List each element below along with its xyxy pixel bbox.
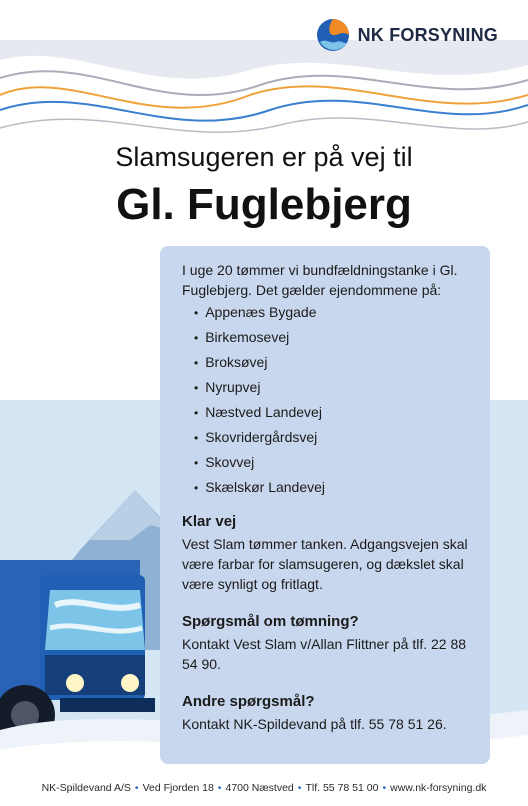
list-item: • Skælskør Landevej xyxy=(194,475,470,500)
water-drop-logo-icon xyxy=(316,18,350,52)
intro-text: I uge 20 tømmer vi bundfældningstanke i Gl. Fuglebjerg. Det gælder ejendommene på: xyxy=(182,262,458,298)
footer-phone: Tlf. 55 78 51 00 xyxy=(305,782,379,794)
bullet-icon: • xyxy=(217,782,222,794)
street-list xyxy=(182,300,470,500)
list-item: • Nyrupvej xyxy=(194,375,470,400)
footer-address: Ved Fjorden 18 xyxy=(142,782,214,794)
brand-name: NK FORSYNING xyxy=(357,24,498,45)
footer-contact xyxy=(0,782,528,794)
section-heading: Spørgsmål om tømning? xyxy=(182,613,359,630)
decorative-waves xyxy=(0,40,528,150)
list-item: • Broksøvej xyxy=(194,350,470,375)
notice-card xyxy=(160,246,490,764)
list-item: • Skovvej xyxy=(194,450,470,475)
section-emptying-questions xyxy=(182,612,470,674)
section-heading: Andre spørgsmål? xyxy=(182,693,315,710)
section-heading: Klar vej xyxy=(182,513,237,530)
section-text: Vest Slam tømmer tanken. Adgangsvejen skal være farbar for slamsugeren, og dækslet skal være synligt og fritlagt. xyxy=(182,536,468,592)
list-item: • Appenæs Bygade xyxy=(194,300,470,325)
brand-logo xyxy=(316,18,498,52)
page-subtitle: Slamsugeren er på vej til xyxy=(115,142,413,172)
list-item: • Birkemosevej xyxy=(194,325,470,350)
section-text: Kontakt Vest Slam v/Allan Flittner på tlf. 22 88 54 90. xyxy=(182,636,467,672)
section-text: Kontakt NK-Spildevand på tlf. 55 78 51 26. xyxy=(182,716,447,732)
footer-website-link[interactable]: www.nk-forsyning.dk xyxy=(390,782,487,794)
section-clear-road xyxy=(182,512,470,594)
bullet-icon: • xyxy=(134,782,139,794)
bullet-icon: • xyxy=(382,782,387,794)
bullet-icon: • xyxy=(297,782,302,794)
list-item: • Skovridergårdsvej xyxy=(194,425,470,450)
list-item: • Næstved Landevej xyxy=(194,400,470,425)
footer-company: NK-Spildevand A/S xyxy=(41,782,131,794)
page-title: Gl. Fuglebjerg xyxy=(116,180,412,229)
section-other-questions xyxy=(182,692,470,734)
footer-city: 4700 Næstved xyxy=(225,782,294,794)
